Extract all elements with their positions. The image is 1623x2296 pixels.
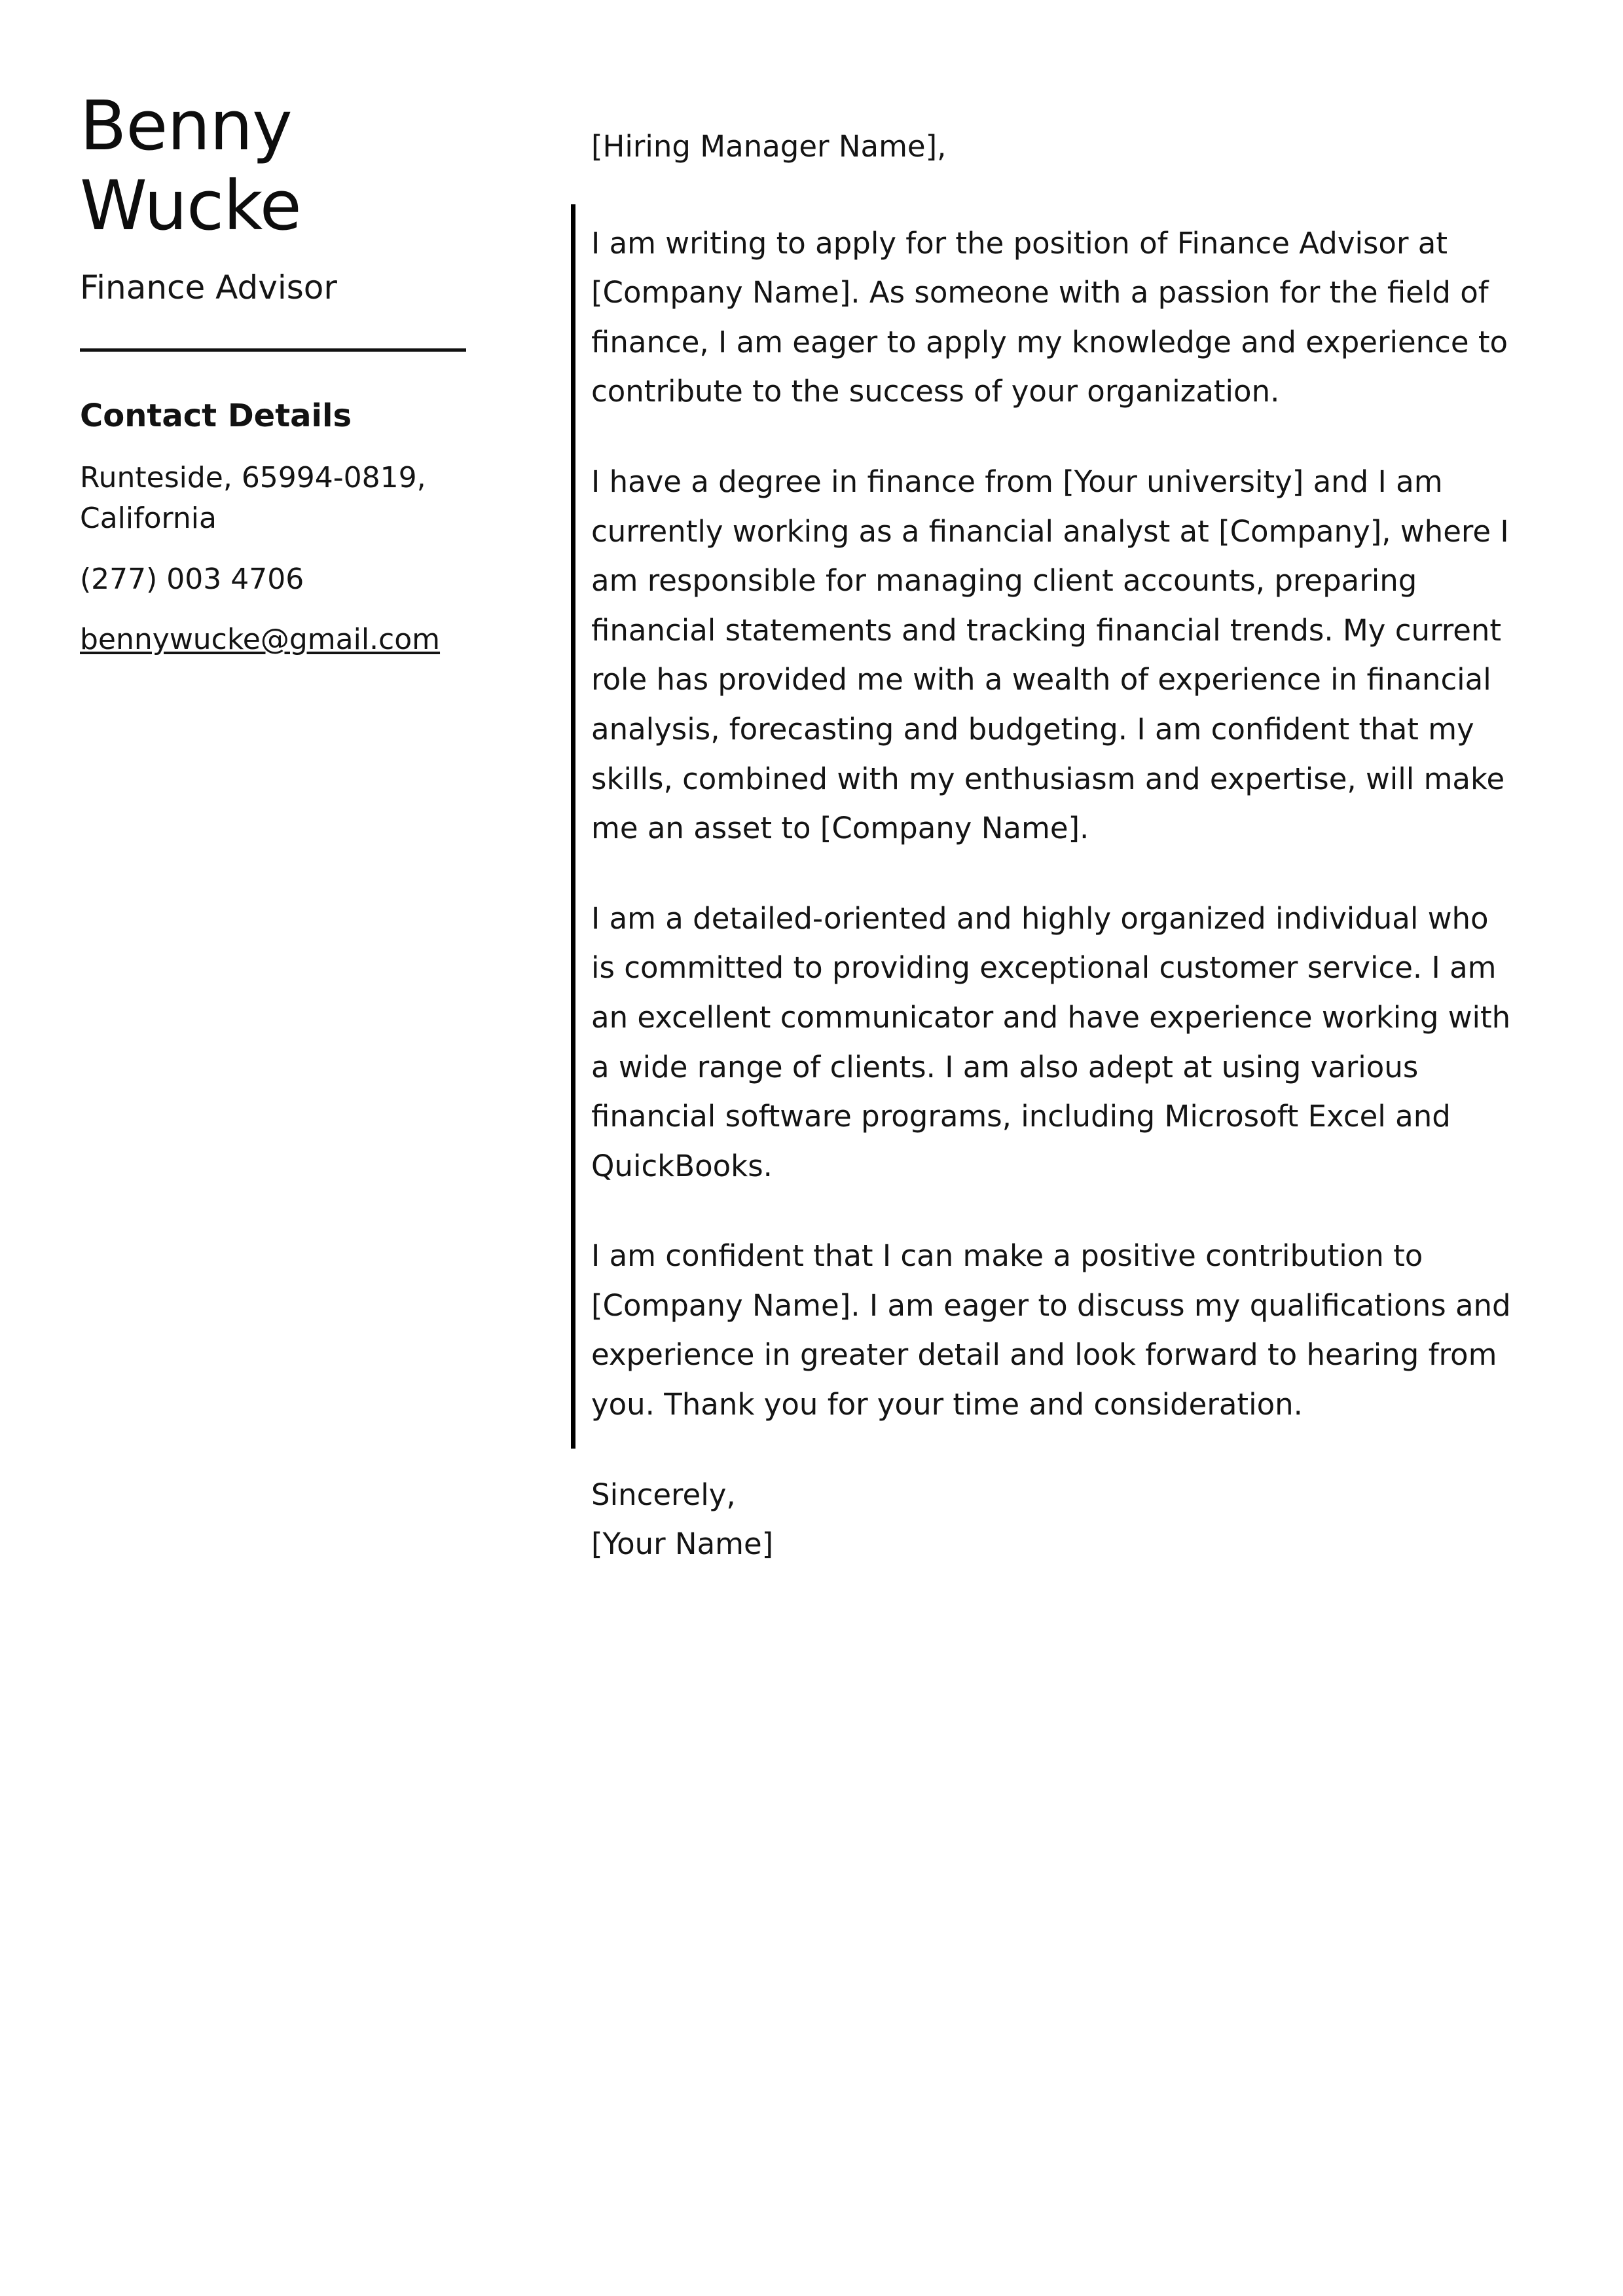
sidebar	[0, 0, 498, 680]
letter-paragraph-3: I am a detailed-oriented and highly organized individual who is committed to providing exceptional customer service. I am an excellent communicator and have experience working with a wide range of clients. I am also adept at using various financial software programs, including Microsoft Excel and QuickBooks.	[591, 900, 1511, 1183]
contact-details-heading: Contact Details	[80, 398, 352, 434]
candidate-first-name: Benny	[80, 86, 292, 166]
letter-salutation: [Hiring Manager Name],	[591, 129, 947, 164]
letter-paragraph-4: I am confident that I can make a positive contribution to [Company Name]. I am eager to discuss my qualifications and experience in greater detail and look forward to hearing from you. Thank you for your time and consideration.	[591, 1238, 1511, 1422]
letter-signature-name: [Your Name]	[591, 1527, 774, 1562]
candidate-last-name: Wucke	[80, 166, 301, 246]
letter-paragraph-2: I have a degree in finance from [Your university] and I am currently working as a financial analyst at [Company], where I am responsible for managing client accounts, preparing financial statements and tracking financial trends. My current role has provided me with a wealth of experience in financial analysis, forecasting and budgeting. I am confident that my skills, combined with my enthusiasm and expertise, will make me an asset to [Company Name].	[591, 464, 1509, 846]
letter-body	[498, 0, 1623, 1569]
letter-closing: Sincerely,	[591, 1477, 736, 1512]
candidate-name	[80, 86, 498, 246]
vertical-column-divider	[571, 204, 575, 1449]
letter-paragraph-1: I am writing to apply for the position of Finance Advisor at [Company Name]. As someone with a passion for the field of finance, I am eager to apply my knowledge and experience to contribute to the success of your organization.	[591, 225, 1508, 409]
contact-address: Runteside, 65994-0819, California	[80, 461, 426, 536]
contact-phone[interactable]: (277) 003 4706	[80, 562, 304, 596]
contact-details-list	[80, 458, 498, 661]
sidebar-divider-rule	[80, 348, 466, 352]
contact-email-link[interactable]: bennywucke@gmail.com	[80, 623, 441, 657]
candidate-job-title: Finance Advisor	[80, 268, 337, 306]
letter-signature-block	[591, 1470, 1512, 1569]
